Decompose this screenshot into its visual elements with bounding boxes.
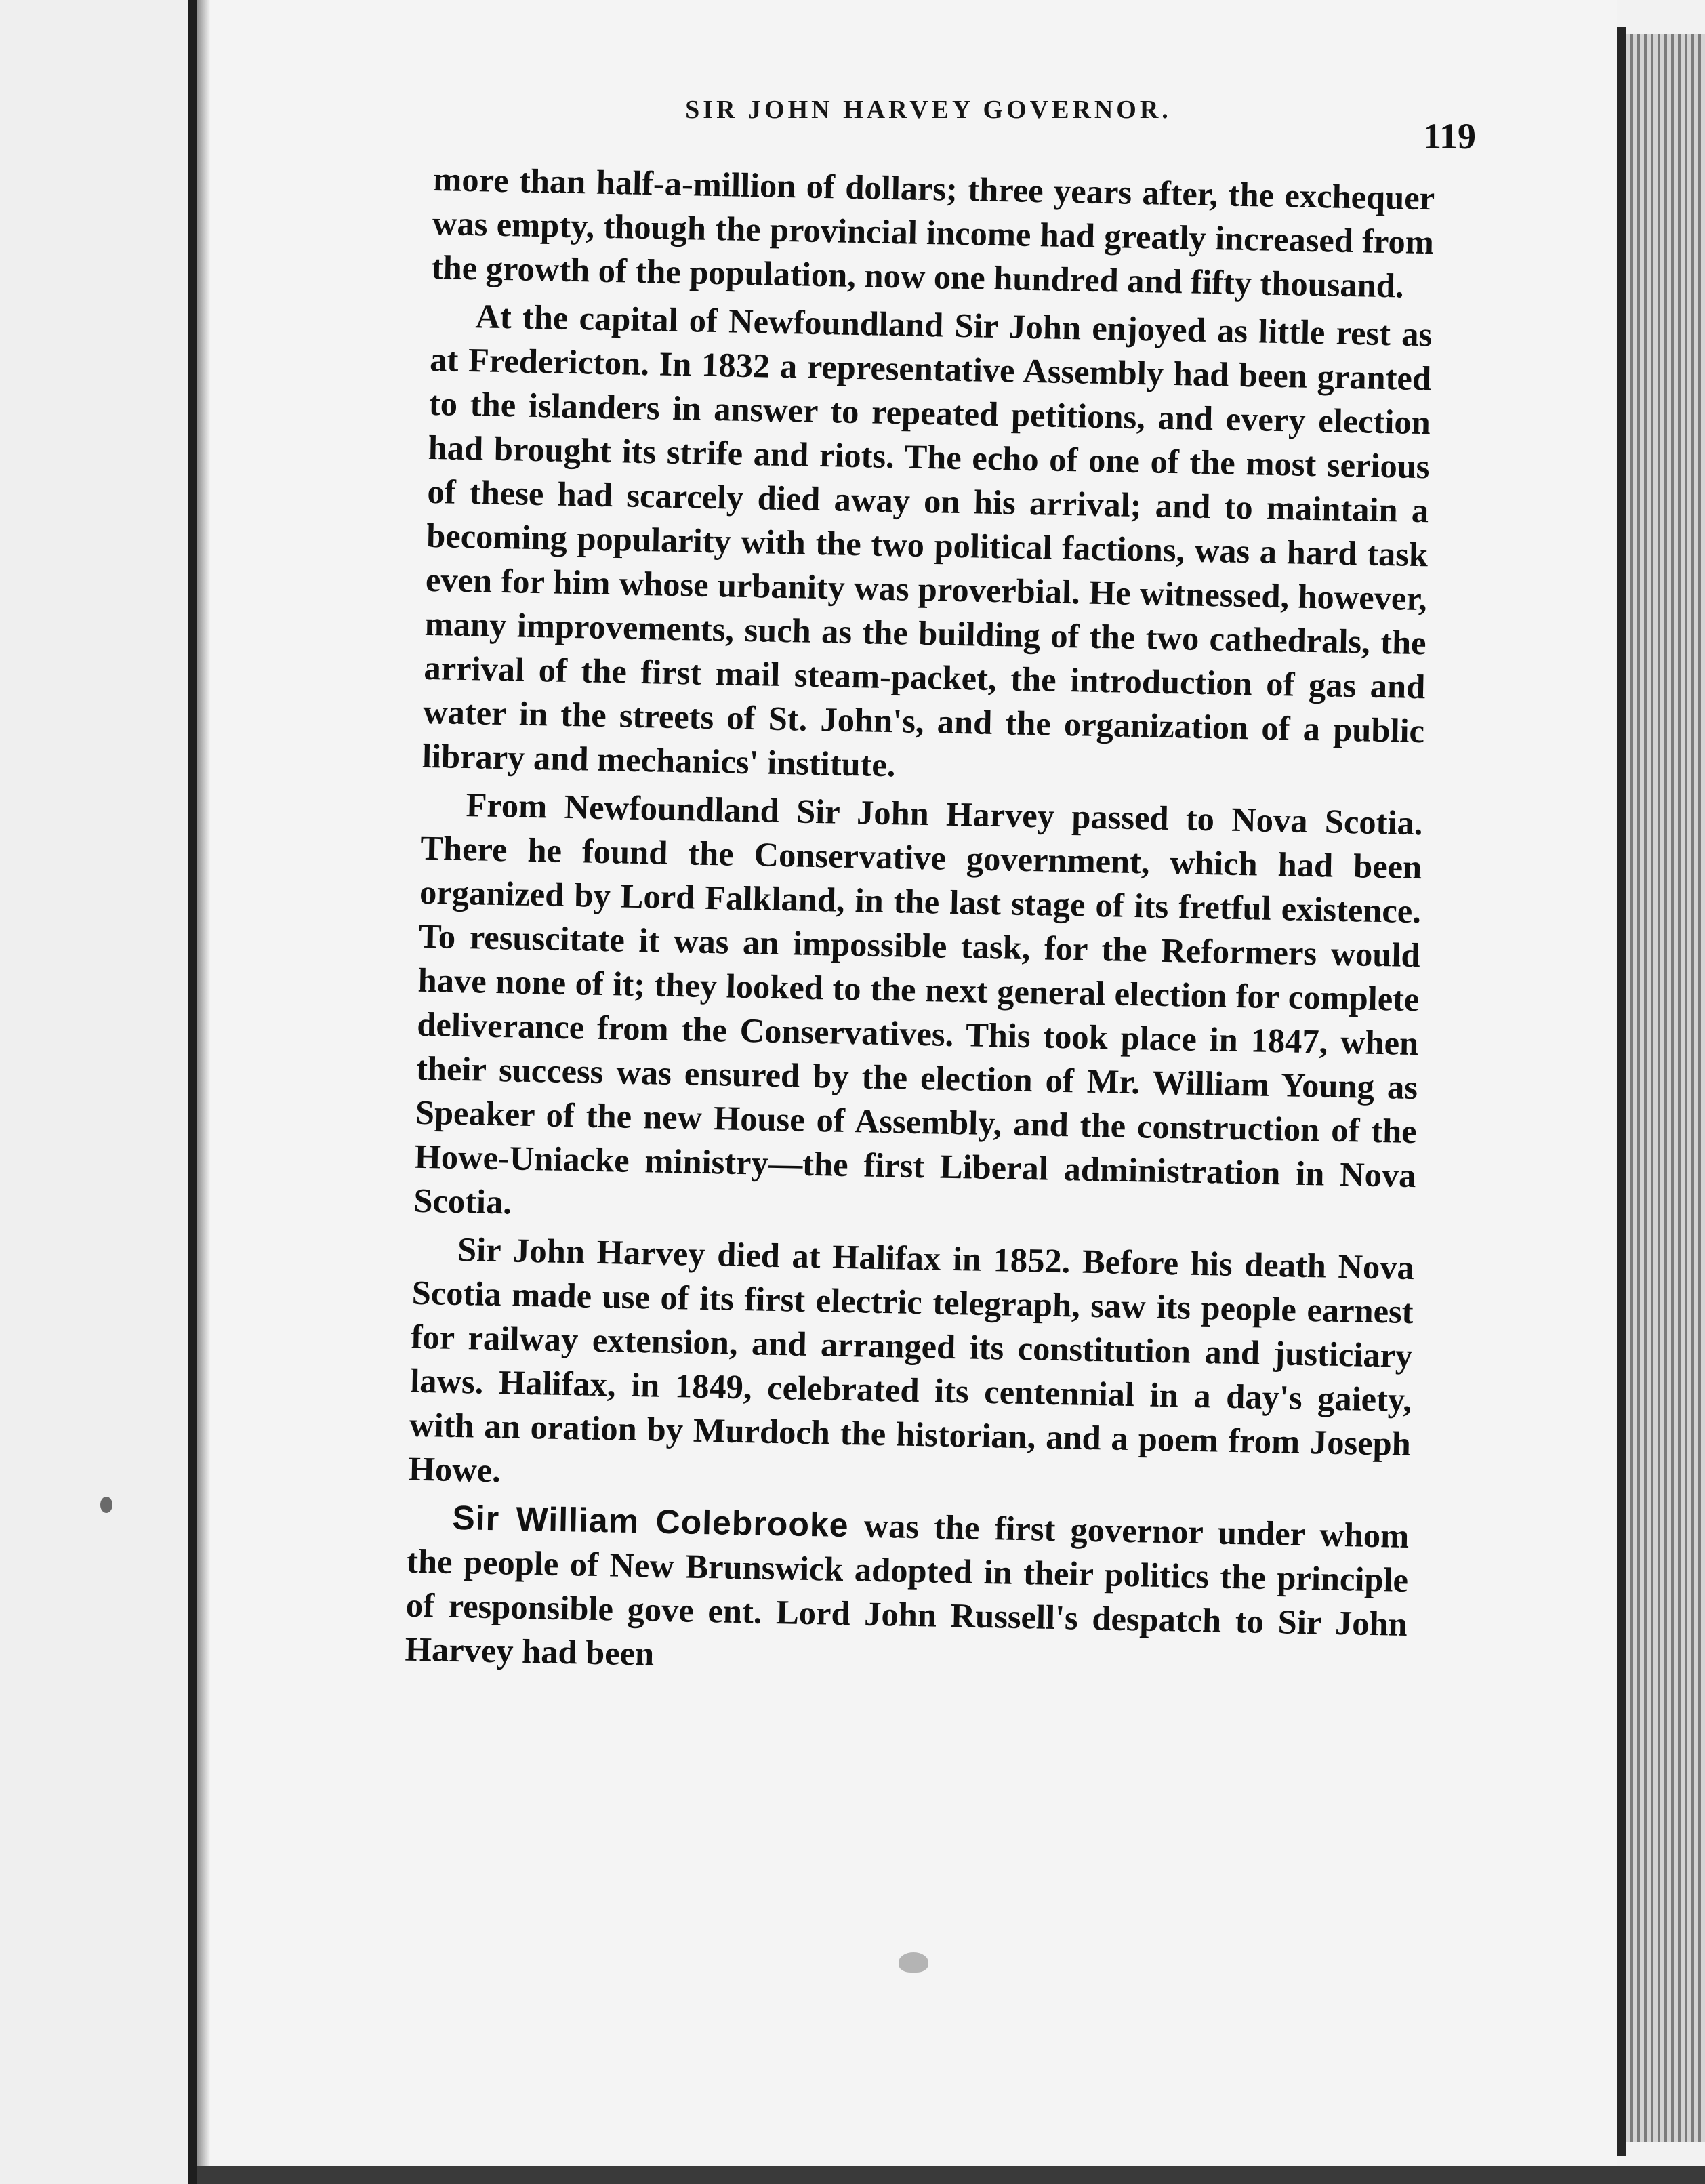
paragraph-newfoundland: At the capital of Newfoundland Sir John enjoyed as little rest as at Fredericton. In 1832 a representative Assembly had been granted to the islanders in answer to repeated petitions, and every election had brought its strife and riots. The echo of one of the most serious of these had scarcely died away on his arrival; and to maintain a becoming popularity with the two political factions, was a hard task even for him whose urbanity was proverbial. He witnessed, however, many improvements, such as the building of the two cathedrals, the arrival of the first mail steam-packet, the introduction of gas and water in the streets of St. John's, and the organization of a public library and mechanics' institute. bbox=[422, 297, 1433, 784]
colebrooke-name: Sir William Colebrooke bbox=[451, 1498, 850, 1545]
previous-page-edge bbox=[0, 0, 188, 2184]
paragraph-continuation: more than half-a-million of dollars; three years after, the exchequer was empty, though the provincial income had greatly increased from the growth of the population, now one hundred and fifty thousand. bbox=[431, 159, 1435, 305]
paper-speck bbox=[100, 1497, 112, 1513]
ink-blotch bbox=[899, 1952, 928, 1973]
book-spine bbox=[188, 0, 197, 2184]
bottom-page-edge bbox=[197, 2166, 1705, 2184]
page-body bbox=[405, 157, 1435, 1691]
paragraph-colebrooke bbox=[405, 1495, 1410, 1691]
colebrooke-text: was the first governor under whom the people of New Brunswick adopted in their politics the principle of responsible gove ent. Lord John Russell's despatch to Sir John Harvey had been bbox=[405, 1506, 1410, 1673]
page-fore-edge bbox=[1617, 27, 1626, 2156]
paragraph-harvey-death: Sir John Harvey died at Halifax in 1852. Before his death Nova Scotia made use of its first electric telegraph, saw its people earnest for railway extension, and arranged its constitution and justiciary laws. Halifax, in 1849, celebrated its centennial in a day's gaiety, with an oration by Murdoch the historian, and a poem from Joseph Howe. bbox=[408, 1230, 1415, 1490]
running-head: SIR JOHN HARVEY GOVERNOR. bbox=[685, 96, 1172, 124]
paragraph-nova-scotia: From Newfoundland Sir John Harvey passed to Nova Scotia. There he found the Conservative government, which had been organized by Lord Falkland, in the last stage of its fretful existence. To resuscitate it was an impossible task, for the Reformers would have none of it; they looked to the next general election for complete deliverance from the Conservatives. This took place in 1847, when their success was ensured by the election of Mr. William Young as Speaker of the new House of Assembly, and the construction of the Howe-Uniacke ministry—the first Liberal administration in Nova Scotia. bbox=[413, 786, 1423, 1221]
gutter-shadow bbox=[197, 0, 210, 2184]
page-number: 119 bbox=[1422, 116, 1476, 157]
stacked-page-edges bbox=[1626, 34, 1705, 2142]
